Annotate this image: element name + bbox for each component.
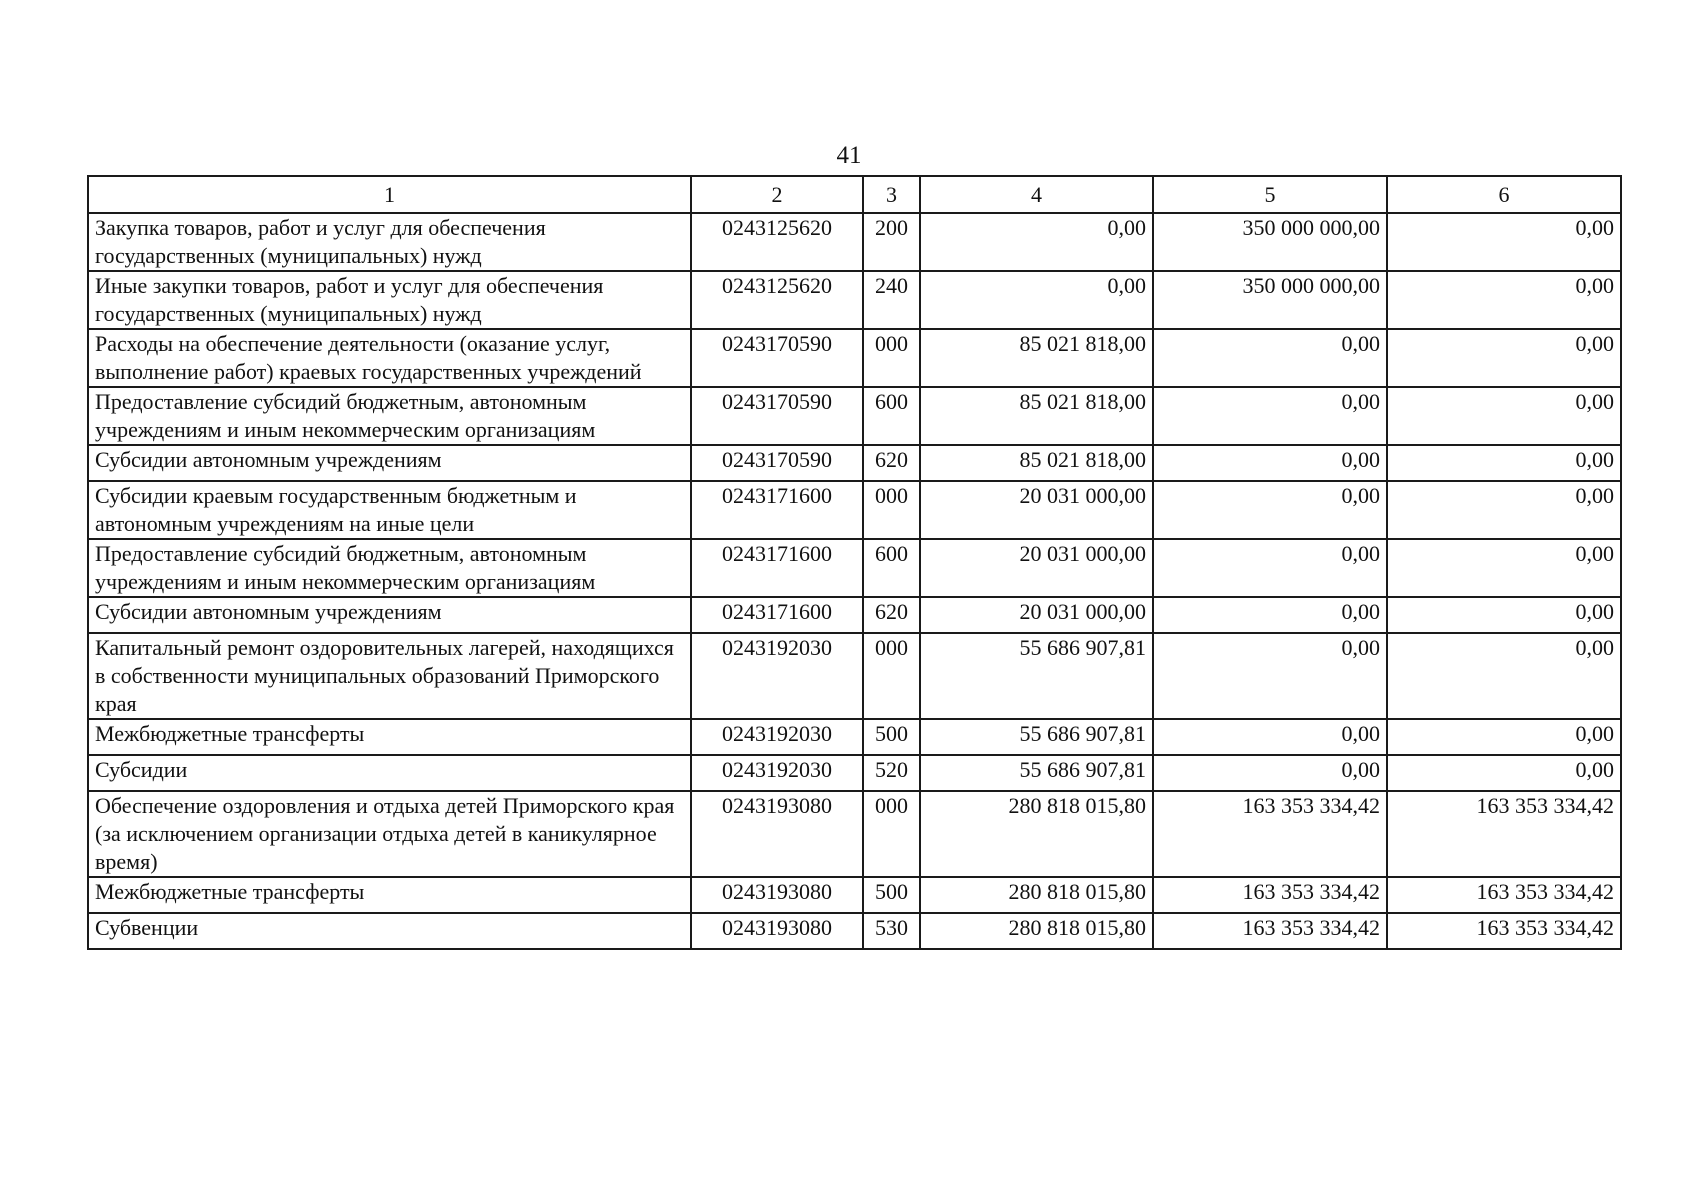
page-number: 41	[836, 142, 862, 169]
row-value-5: 350 000 000,00	[1153, 271, 1387, 329]
budget-table	[87, 175, 1622, 950]
row-code: 0243125620	[691, 271, 863, 329]
row-name: Субсидии автономным учреждениям	[88, 445, 691, 481]
row-code: 0243193080	[691, 877, 863, 913]
row-code: 0243192030	[691, 719, 863, 755]
row-name: Капитальный ремонт оздоровительных лагерей, находящихся в собственности муниципальных образований Приморского края	[88, 633, 691, 719]
row-type: 000	[863, 633, 920, 719]
row-type: 600	[863, 539, 920, 597]
table-row	[88, 633, 1621, 719]
row-value-4: 0,00	[920, 271, 1153, 329]
row-value-4: 20 031 000,00	[920, 481, 1153, 539]
row-type: 620	[863, 445, 920, 481]
row-value-5: 0,00	[1153, 481, 1387, 539]
row-value-6: 0,00	[1387, 755, 1621, 791]
row-code: 0243171600	[691, 597, 863, 633]
row-type: 500	[863, 877, 920, 913]
header-row	[88, 176, 1621, 213]
row-value-4: 85 021 818,00	[920, 329, 1153, 387]
row-name: Межбюджетные трансферты	[88, 719, 691, 755]
row-type: 520	[863, 755, 920, 791]
row-type: 000	[863, 481, 920, 539]
row-value-5: 0,00	[1153, 719, 1387, 755]
column-header: 4	[920, 176, 1153, 213]
row-type: 200	[863, 213, 920, 271]
row-type: 000	[863, 791, 920, 877]
table-row	[88, 213, 1621, 271]
row-value-5: 163 353 334,42	[1153, 877, 1387, 913]
row-value-6: 0,00	[1387, 213, 1621, 271]
table-row	[88, 791, 1621, 877]
row-value-5: 0,00	[1153, 539, 1387, 597]
row-code: 0243192030	[691, 755, 863, 791]
row-value-4: 280 818 015,80	[920, 913, 1153, 949]
row-value-5: 0,00	[1153, 445, 1387, 481]
row-name: Обеспечение оздоровления и отдыха детей Приморского края (за исключением организации отдыха детей в каникулярное время)	[88, 791, 691, 877]
row-value-6: 0,00	[1387, 633, 1621, 719]
row-type: 000	[863, 329, 920, 387]
row-value-5: 163 353 334,42	[1153, 791, 1387, 877]
row-name: Субсидии	[88, 755, 691, 791]
row-value-4: 55 686 907,81	[920, 755, 1153, 791]
row-value-5: 0,00	[1153, 597, 1387, 633]
row-value-4: 85 021 818,00	[920, 445, 1153, 481]
row-value-6: 163 353 334,42	[1387, 913, 1621, 949]
column-header: 5	[1153, 176, 1387, 213]
row-name: Субсидии краевым государственным бюджетным и автономным учреждениям на иные цели	[88, 481, 691, 539]
row-value-4: 20 031 000,00	[920, 539, 1153, 597]
row-value-6: 0,00	[1387, 597, 1621, 633]
row-name: Расходы на обеспечение деятельности (оказание услуг, выполнение работ) краевых государственных учреждений	[88, 329, 691, 387]
row-type: 530	[863, 913, 920, 949]
row-value-6: 0,00	[1387, 719, 1621, 755]
table-row	[88, 913, 1621, 949]
row-value-4: 280 818 015,80	[920, 791, 1153, 877]
row-type: 500	[863, 719, 920, 755]
row-type: 620	[863, 597, 920, 633]
row-name: Предоставление субсидий бюджетным, автономным учреждениям и иным некоммерческим организациям	[88, 387, 691, 445]
table-row	[88, 719, 1621, 755]
row-value-5: 0,00	[1153, 387, 1387, 445]
row-code: 0243170590	[691, 387, 863, 445]
row-name: Закупка товаров, работ и услуг для обеспечения государственных (муниципальных) нужд	[88, 213, 691, 271]
row-name: Субвенции	[88, 913, 691, 949]
row-value-4: 55 686 907,81	[920, 633, 1153, 719]
table-row	[88, 271, 1621, 329]
table-row	[88, 329, 1621, 387]
row-value-4: 280 818 015,80	[920, 877, 1153, 913]
row-value-5: 0,00	[1153, 633, 1387, 719]
row-value-5: 163 353 334,42	[1153, 913, 1387, 949]
row-value-5: 0,00	[1153, 755, 1387, 791]
row-code: 0243171600	[691, 481, 863, 539]
row-value-5: 0,00	[1153, 329, 1387, 387]
row-value-6: 0,00	[1387, 445, 1621, 481]
row-value-6: 0,00	[1387, 329, 1621, 387]
row-code: 0243125620	[691, 213, 863, 271]
row-value-6: 0,00	[1387, 539, 1621, 597]
row-type: 240	[863, 271, 920, 329]
column-header: 6	[1387, 176, 1621, 213]
column-header: 2	[691, 176, 863, 213]
row-name: Субсидии автономным учреждениям	[88, 597, 691, 633]
column-header: 3	[863, 176, 920, 213]
row-value-6: 163 353 334,42	[1387, 791, 1621, 877]
table-row	[88, 481, 1621, 539]
row-name: Предоставление субсидий бюджетным, автономным учреждениям и иным некоммерческим организациям	[88, 539, 691, 597]
row-value-5: 350 000 000,00	[1153, 213, 1387, 271]
row-code: 0243170590	[691, 445, 863, 481]
row-value-6: 0,00	[1387, 481, 1621, 539]
table-row	[88, 445, 1621, 481]
row-value-4: 20 031 000,00	[920, 597, 1153, 633]
row-value-4: 0,00	[920, 213, 1153, 271]
row-value-4: 85 021 818,00	[920, 387, 1153, 445]
row-code: 0243170590	[691, 329, 863, 387]
table-row	[88, 539, 1621, 597]
table-row	[88, 877, 1621, 913]
table-row	[88, 597, 1621, 633]
table-row	[88, 387, 1621, 445]
table-row	[88, 755, 1621, 791]
row-name: Иные закупки товаров, работ и услуг для обеспечения государственных (муниципальных) нужд	[88, 271, 691, 329]
row-code: 0243193080	[691, 913, 863, 949]
row-type: 600	[863, 387, 920, 445]
row-value-6: 163 353 334,42	[1387, 877, 1621, 913]
row-code: 0243193080	[691, 791, 863, 877]
row-value-6: 0,00	[1387, 387, 1621, 445]
row-value-4: 55 686 907,81	[920, 719, 1153, 755]
column-header: 1	[88, 176, 691, 213]
row-name: Межбюджетные трансферты	[88, 877, 691, 913]
row-value-6: 0,00	[1387, 271, 1621, 329]
row-code: 0243192030	[691, 633, 863, 719]
row-code: 0243171600	[691, 539, 863, 597]
